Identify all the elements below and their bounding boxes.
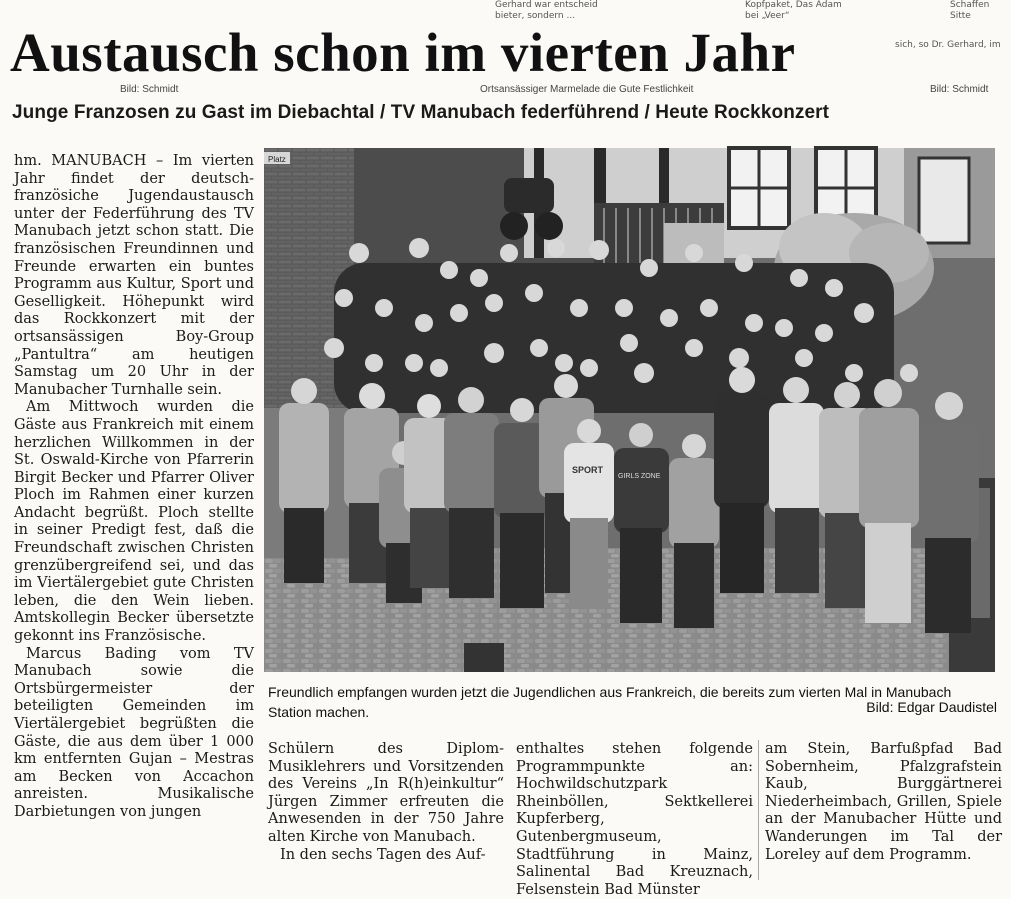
clipped-text-fragment: sich, so Dr. Gerhard, im [895, 40, 1001, 50]
body-paragraph: enthaltes stehen folgende Programmpunkte an: Hochwildschutzpark Rheinböllen, Sektkellerei Kupferberg, Gutenbergmuseum, Stadtführung in Mainz, Salinental Bad Kreuznach, Felsenstein Bad Münster [516, 741, 753, 898]
shirt-print-sport: SPORT [572, 465, 604, 475]
body-paragraph: Schülern des Diplom-Musiklehrers und Vorsitzenden des Vereins „In R(h)einkultur“ Jürgen Zimmer erfreuten die Anwesenden in der 750 Jahre alten Kirche von Manubach. [268, 741, 504, 845]
clipped-caption: Ortsansässiger Marmelade die Gute Festlichkeit [480, 84, 694, 95]
body-paragraph: In den sechs Tagen des Auf- [280, 846, 486, 863]
photo-credit: Bild: Edgar Daudistel [866, 699, 997, 715]
body-paragraph: Am Mittwoch wurden die Gäste aus Frankreich mit einem herzlichen Willkommen in der St. Oswald-Kirche von Pfarrerin Birgit Becker und Pfarrer Oliver Ploch im Rahmen einer kurzen Andacht begrüßt. Ploch stellte in seiner Predigt fest, daß die Freundschaft zwischen Christen grenzübergreifend sei, und das im Viertälergebiet gute Christen leben, die den Wein lieben. Amtskollegin Becker übersetzte gekonnt ins Französische. [14, 399, 254, 645]
article-column-left [14, 153, 254, 822]
shirt-print-girls-zone: GIRLS ZONE [618, 473, 661, 480]
body-paragraph: am Stein, Barfußpfad Bad Sobernheim, Pfalzgrafstein Kaub, Burggärtnerei Niederheimbach, Grillen, Spiele an der Manubacher Hütte und Wanderungen im Tal der Loreley auf dem Programm. [765, 741, 1002, 863]
clipped-caption: Bild: Schmidt [930, 84, 989, 95]
body-paragraph: Marcus Bading vom TV Manubach sowie die Ortsbürgermeister der beteiligten Gemeinden im Viertälergebiet begrüßten die Gäste, die aus dem über 1 000 km entfernten Gujan – Mestras am Becken von Accachon anreisten. Musikalische Darbietungen von jungen [14, 645, 254, 820]
street-sign-text: Platz [268, 155, 286, 164]
clipped-text-fragment: Schaffen Sitte [950, 0, 990, 21]
group-photo [264, 148, 995, 672]
clipped-caption: Bild: Schmidt [120, 84, 179, 95]
headline: Austausch schon im vierten Jahr [10, 22, 796, 83]
clipped-text-fragment: Kopfpaket, Das Adam bei „Veer“ [745, 0, 842, 21]
subheadline: Junge Franzosen zu Gast im Diebachtal / TV Manubach federführend / Heute Rockkonzert [12, 102, 830, 123]
lead-paragraph: hm. MANUBACH – Im vierten Jahr findet der deutsch-französiche Jugendaustausch unter der Federführung des TV Manubach jetzt schon statt. Die französischen Freundinnen und Freunde erwarten ein buntes Programm aus Kultur, Sport und Geselligkeit. Höhepunkt wird das Rockkonzert mit der ortsansässigen Boy-Group „Pantultra“ am heutigen Samstag um 20 Uhr in der Manubacher Turnhalle sein. [14, 153, 254, 398]
article-column-4 [765, 741, 1002, 864]
group-photo-illustration [264, 148, 995, 672]
article-column-3 [516, 741, 753, 899]
photo-caption: Freundlich empfangen wurden jetzt die Jugendlichen aus Frankreich, die bereits zum vierten Mal in Manubach Station machen. [268, 684, 952, 720]
clipped-text-fragment: Gerhard war entscheid bieter, sondern ... [495, 0, 598, 21]
column-divider [758, 740, 759, 880]
article-column-2 [268, 741, 504, 864]
